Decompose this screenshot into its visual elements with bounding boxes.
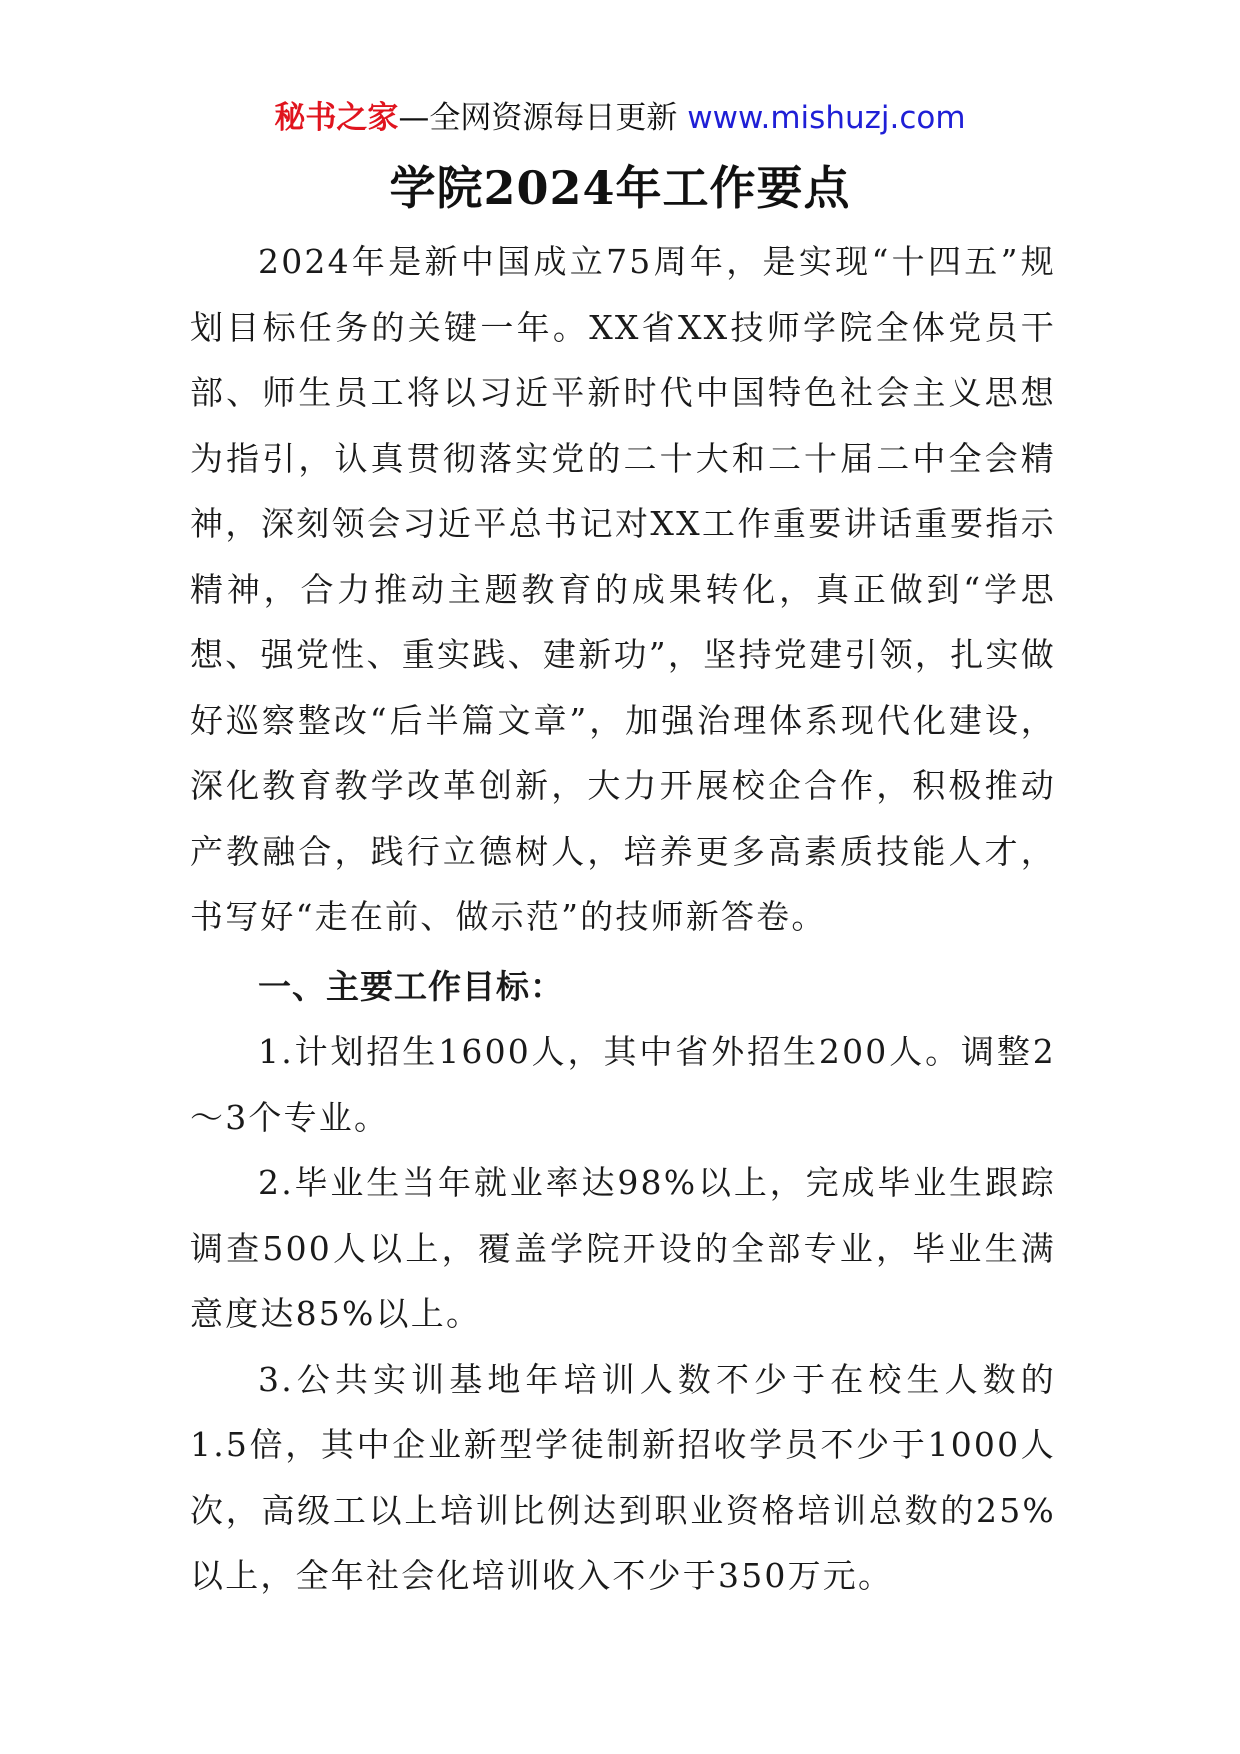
website-link[interactable]: www.mishuzj.com: [687, 100, 966, 136]
brand-slogan: —全网资源每日更新: [398, 100, 678, 136]
intro-paragraph: 2024年是新中国成立75周年，是实现“十四五”规划目标任务的关键一年。XX省XX技师学院全体党员干部、师生员工将以习近平新时代中国特色社会主义思想为指引，认真贯彻落实党的二十大和二十届二中全会精神，深刻领会习近平总书记对XX工作重要讲话重要指示精神，合力推动主题教育的成果转化，真正做到“学思想、强党性、重实践、建新功”，坚持党建引领，扎实做好巡察整改“后半篇文章”，加强治理体系现代化建设，深化教育教学改革创新，大力开展校企合作，积极推动产教融合，践行立德树人，培养更多高素质技能人才，书写好“走在前、做示范”的技师新答卷。: [190, 242, 1056, 936]
section-heading: 一、主要工作目标：: [258, 966, 564, 1006]
header-banner: [0, 98, 1240, 138]
goal-item-3: 3.公共实训基地年培训人数不少于在校生人数的1.5倍，其中企业新型学徒制新招收学员不少于1000人次，高级工以上培训比例达到职业资格培训总数的25%以上，全年社会化培训收入不少于350万元。: [190, 1359, 1056, 1595]
brand-name: 秘书之家: [274, 100, 399, 136]
goal-item-1: 1.计划招生1600人，其中省外招生200人。调整2～3个专业。: [190, 1032, 1056, 1137]
document-title: 学院2024年工作要点: [389, 161, 851, 215]
goal-item-2: 2.毕业生当年就业率达98%以上，完成毕业生跟踪调查500人以上，覆盖学院开设的全部专业，毕业生满意度达85%以上。: [190, 1163, 1056, 1333]
document-body: [190, 229, 1056, 1609]
